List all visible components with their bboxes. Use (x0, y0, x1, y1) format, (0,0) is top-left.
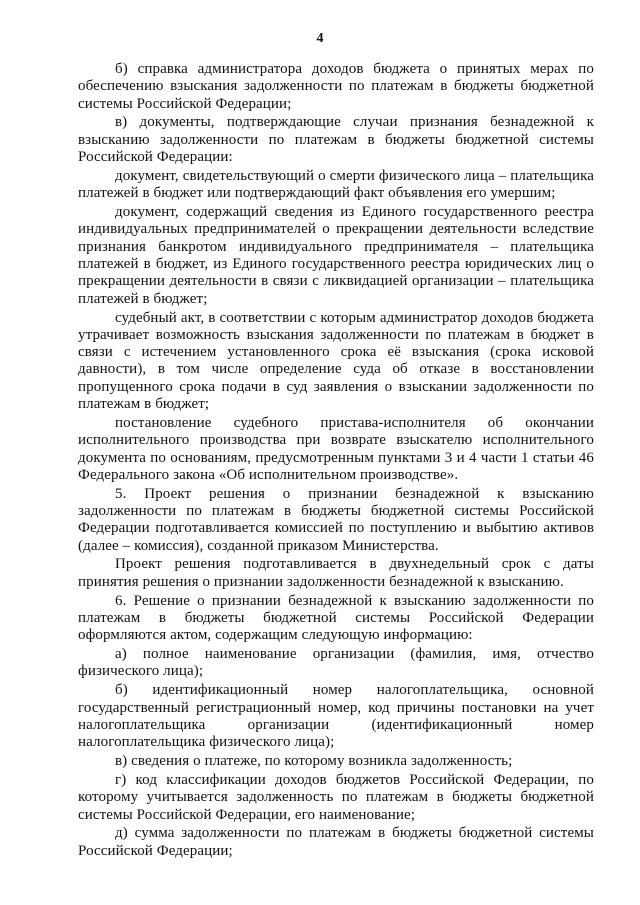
paragraph-item-6-act: 6. Решение о признании безнадежной к взысканию задолженности по платежам в бюджеты бюджетной системы Российской Федерации оформляются актом, содержащим следующую информацию: (78, 592, 594, 644)
paragraph-v-payment-info: в) сведения о платеже, по которому возникла задолженность; (115, 753, 513, 770)
paragraph-registry-extract: документ, содержащий сведения из Единого государственного реестра индивидуальных предпринимателей о прекращении деятельности вследствие признания банкротом индивидуального предпринимателя – плательщика платежей в бюджет, из Единого государственного реестра юридических лиц о прекращении деятельности в связи с ликвидацией организации – плательщика платежей в бюджет; (78, 204, 594, 307)
paragraph-b-taxpayer-ids: б) идентификационный номер налогоплательщика, основной государственный регистрационный номер, код причины постановки на учет налогоплательщика организации (идентификационный номер налогоплательщика физического лица); (78, 682, 594, 751)
paragraph-bailiff-resolution: постановление судебного пристава-исполнителя об окончании исполнительного производства при возврате взыскателю исполнительного документа по основаниям, предусмотренным пунктами 3 и 4 части 1 статьи 46 Федерального закона «Об исполнительном производстве». (78, 414, 594, 483)
paragraph-v-supporting-documents: в) документы, подтверждающие случаи признания безнадежной к взысканию задолженности по платежам в бюджеты бюджетной системы Российской Федерации: (78, 114, 594, 166)
paragraph-death-certificate: документ, свидетельствующий о смерти физического лица – плательщика платежей в бюджет или подтверждающий факт объявления его умершим; (78, 167, 594, 202)
document-body (78, 61, 594, 862)
paragraph-b-admin-statement: б) справка администратора доходов бюджета о принятых мерах по обеспечению взыскания задолженности по платежам в бюджеты бюджетной системы Российской Федерации; (78, 61, 594, 112)
paragraph-a-full-name: а) полное наименование организации (фамилия, имя, отчество физического лица); (78, 646, 594, 680)
paragraph-g-income-code: г) код классификации доходов бюджетов Российской Федерации, по которому учитывается задолженность по платежам в бюджеты бюджетной системы Российской Федерации, его наименование; (78, 772, 594, 823)
paragraph-court-act: судебный акт, в соответствии с которым администратор доходов бюджета утрачивает возможность взыскания задолженности по платежам в бюджет в связи с истечением установленного срока её взыскания (срока исковой давности), в том числе определение суда об отказе в восстановлении пропущенного срока подачи в суд заявления о взыскании задолженности по платежам в бюджет; (78, 309, 594, 413)
paragraph-d-debt-amount: д) сумма задолженности по платежам в бюджеты бюджетной системы Российской Федерации; (78, 825, 594, 859)
page-number: 4 (316, 31, 324, 46)
paragraph-draft-deadline: Проект решения подготавливается в двухнедельный срок с даты принятия решения о признании задолженности безнадежной к взысканию. (78, 556, 594, 590)
paragraph-item-5-draft-decision: 5. Проект решения о признании безнадежной к взысканию задолженности по платежам в бюджеты бюджетной системы Российской Федерации подготавливается комиссией по поступлению и выбытию активов (далее – комиссия), созданной приказом Министерства. (78, 485, 594, 554)
